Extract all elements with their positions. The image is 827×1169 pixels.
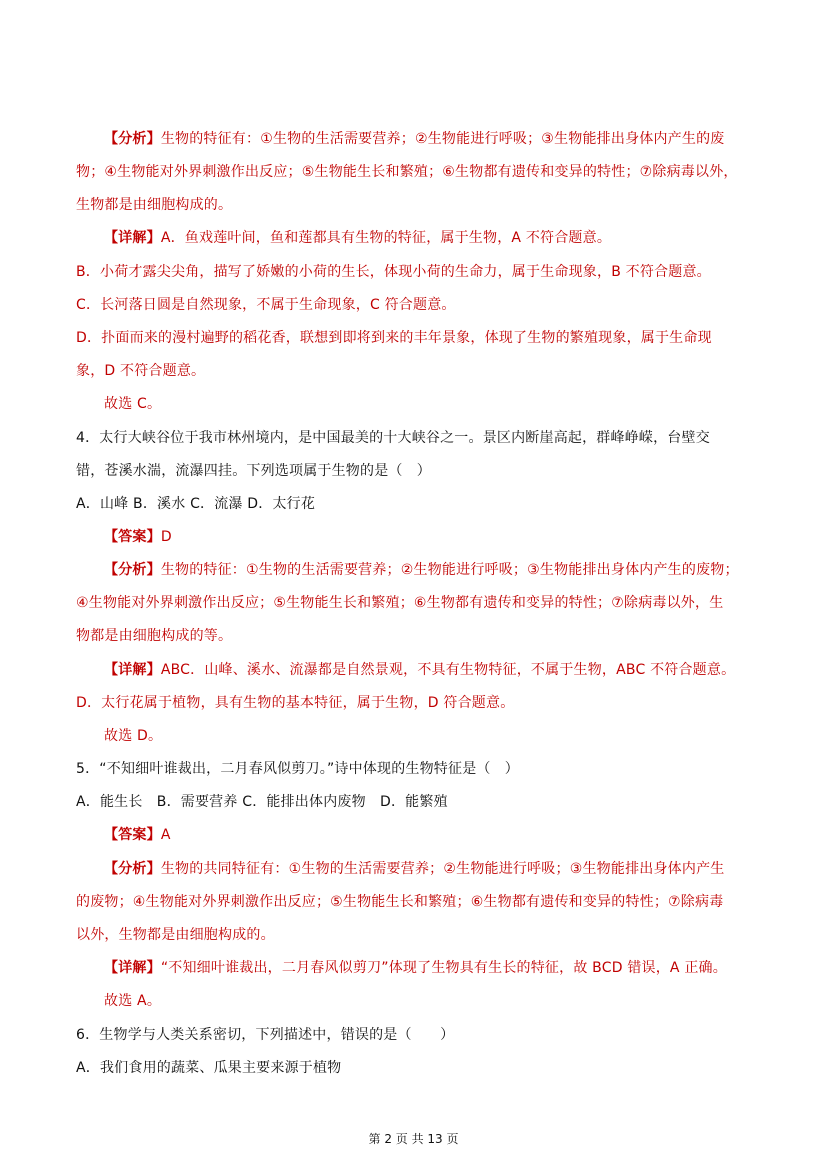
line-text: ④生物能对外界刺激作出反应；⑤生物能生长和繁殖；⑥生物都有遗传和变异的特性；⑦除病毒以外，生 — [76, 595, 724, 611]
text-line — [104, 228, 804, 248]
text-line — [76, 1058, 776, 1078]
line-text: A．我们食用的蔬菜、瓜果主要来源于植物 — [76, 1060, 342, 1076]
line-text: 以外，生物都是由细胞构成的。 — [76, 927, 275, 943]
text-line — [76, 162, 776, 182]
text-line — [104, 726, 804, 746]
text-line — [76, 759, 776, 779]
section-tag: 【详解】 — [104, 230, 161, 246]
section-tag: 【分析】 — [104, 562, 161, 578]
line-text: D．扑面而来的漫村遍野的稻花香，联想到即将到来的丰年景象，体现了生物的繁殖现象，属于生命现 — [76, 330, 712, 346]
text-line — [104, 991, 804, 1011]
line-text: 生物的特征：①生物的生活需要营养；②生物能进行呼吸；③生物能排出身体内产生的废物； — [160, 562, 739, 578]
text-line — [76, 262, 776, 282]
line-text: B．小荷才露尖尖角，描写了娇嫩的小荷的生长，体现小荷的生命力，属于生命现象，B 不符合题意。 — [76, 264, 711, 280]
text-line — [76, 792, 776, 812]
text-line — [104, 560, 804, 580]
line-text: 生物的共同特征有：①生物的生活需要营养；②生物能进行呼吸；③生物能排出身体内产生 — [160, 861, 725, 877]
section-tag: 【答案】 — [104, 827, 161, 843]
text-line — [76, 626, 776, 646]
line-text: C．长河落日圆是自然现象，不属于生命现象，C 符合题意。 — [76, 297, 456, 313]
line-text: 5．“不知细叶谁裁出，二月春风似剪刀。”诗中体现的生物特征是（ ） — [76, 761, 520, 777]
line-text: 生物的特征有：①生物的生活需要营养；②生物能进行呼吸；③生物能排出身体内产生的废 — [160, 131, 725, 147]
section-tag: 【分析】 — [104, 861, 161, 877]
line-text: ABC．山峰、溪水、流瀑都是自然景观，不具有生物特征，不属于生物，ABC 不符合题意。 — [160, 662, 736, 678]
line-text: 象，D 不符合题意。 — [76, 363, 206, 379]
text-line — [76, 428, 776, 448]
text-line — [76, 693, 776, 713]
line-text: D — [160, 529, 172, 545]
line-text: 故选 A。 — [104, 993, 162, 1009]
text-line — [76, 195, 776, 215]
line-text: 的废物；④生物能对外界刺激作出反应；⑤生物能生长和繁殖；⑥生物都有遗传和变异的特性；⑦除病毒 — [76, 894, 724, 910]
text-line — [76, 328, 776, 348]
line-text: 物；④生物能对外界刺激作出反应；⑤生物能生长和繁殖；⑥生物都有遗传和变异的特性；⑦除病毒以外， — [76, 164, 738, 180]
line-text: 故选 C。 — [104, 396, 162, 412]
line-text: 故选 D。 — [104, 728, 163, 744]
line-text: 生物都是由细胞构成的。 — [76, 197, 233, 213]
text-line — [104, 527, 804, 547]
text-line — [76, 1025, 776, 1045]
line-text: 4．太行大峡谷位于我市林州境内，是中国最美的十大峡谷之一。景区内断崖高起，群峰峥嵘，台壁交 — [76, 430, 710, 446]
text-line — [76, 295, 776, 315]
text-line — [104, 958, 804, 978]
section-tag: 【详解】 — [104, 662, 161, 678]
line-text: D．太行花属于植物，具有生物的基本特征，属于生物，D 符合题意。 — [76, 695, 515, 711]
section-tag: 【分析】 — [104, 131, 161, 147]
text-line — [76, 892, 776, 912]
line-text: 错，苍溪水湍，流瀑四挂。下列选项属于生物的是（ ） — [76, 463, 431, 479]
line-text: 6．生物学与人类关系密切，下列描述中，错误的是（ ） — [76, 1027, 455, 1043]
text-line — [76, 593, 776, 613]
text-line — [104, 859, 804, 879]
text-line — [104, 129, 804, 149]
line-text: “不知细叶谁裁出，二月春风似剪刀”体现了生物具有生长的特征，故 BCD 错误，A 正确。 — [160, 960, 727, 976]
text-line — [76, 925, 776, 945]
page-footer: 第 2 页 共 13 页 — [368, 1132, 459, 1146]
text-line — [104, 825, 804, 845]
line-text: A — [160, 827, 171, 843]
text-line — [76, 461, 776, 481]
text-line — [104, 394, 804, 414]
section-tag: 【详解】 — [104, 960, 161, 976]
text-line — [76, 361, 776, 381]
line-text: 物都是由细胞构成的等。 — [76, 628, 233, 644]
text-line — [76, 494, 776, 514]
line-text: A．鱼戏莲叶间，鱼和莲都具有生物的特征，属于生物，A 不符合题意。 — [160, 230, 612, 246]
line-text: A．山峰 B．溪水 C．流瀑 D．太行花 — [76, 496, 316, 512]
text-line — [104, 660, 804, 680]
line-text: A．能生长 B．需要营养 C．能排出体内废物 D．能繁殖 — [76, 794, 448, 810]
section-tag: 【答案】 — [104, 529, 161, 545]
